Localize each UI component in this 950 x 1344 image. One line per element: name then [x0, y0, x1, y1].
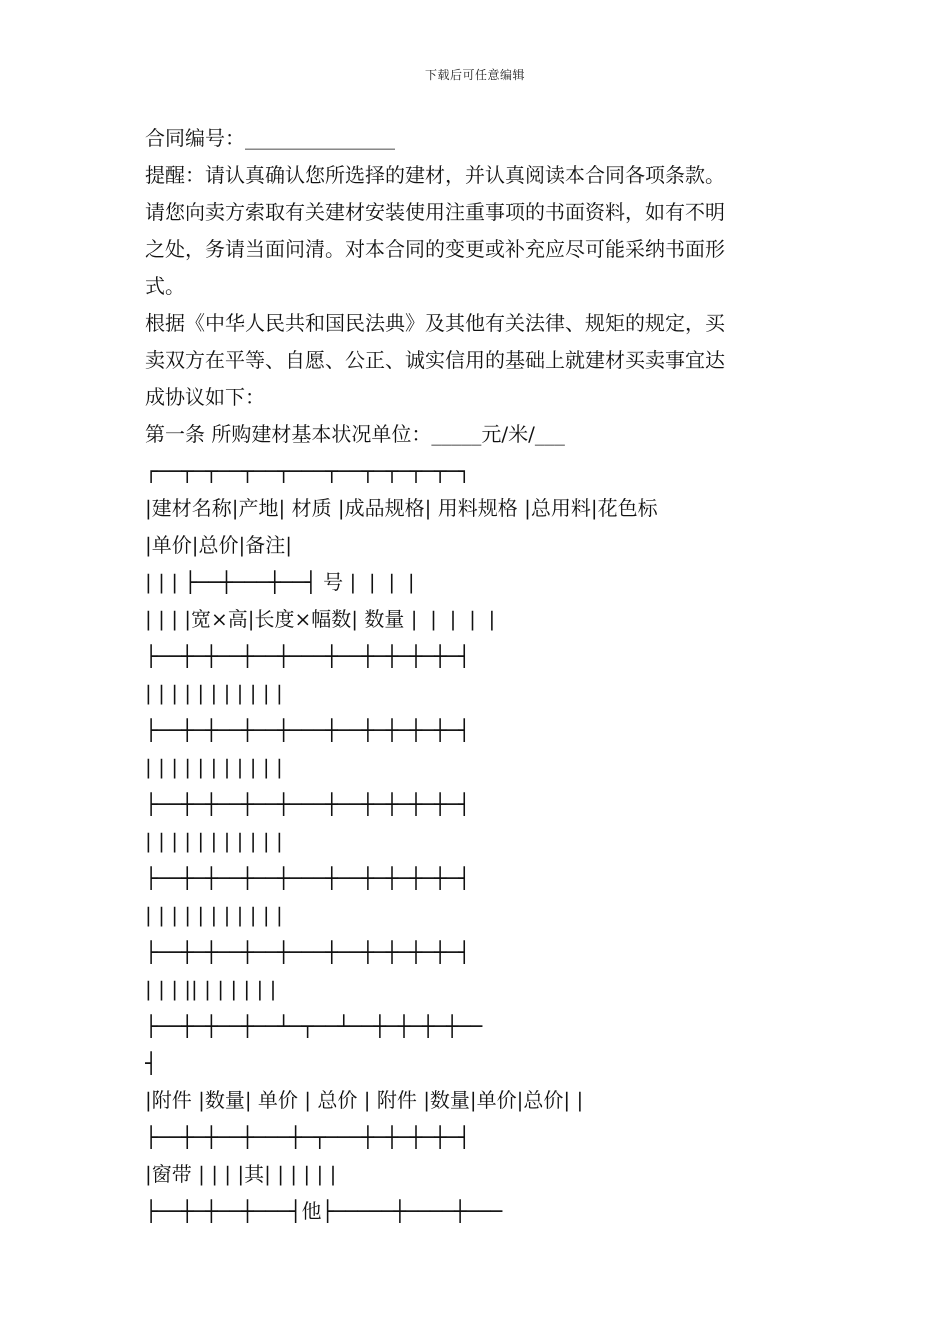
table-row: | | | || | | | | | |	[145, 977, 277, 1001]
table-top-border: ┌──┬─┬──┬──┬───┬──┬─┬─┬─┬─┐	[145, 459, 471, 483]
reminder-line-1: 提醒：请认真确认您所选择的建材，并认真阅读本合同各项条款。	[145, 163, 725, 187]
accessory-row-curtain: |窗带 | | | |其| | | | | |	[145, 1162, 337, 1186]
table-divider: ├──┼─┼──┼──┴─┬──┴──┼─┼─┼─┼──	[145, 1014, 483, 1038]
reminder-line-2: 请您向卖方索取有关建材安装使用注重事项的书面资料，如有不明	[145, 200, 725, 224]
basis-line-2: 卖双方在平等、自愿、公正、诚实信用的基础上就建材买卖事宜达	[145, 348, 725, 372]
table-divider: ├──┼─┼──┼──┼───┼──┼─┼─┼─┼─┤	[145, 644, 471, 668]
accessory-header-row: |附件 |数量| 单价 | 总价 | 附件 |数量|单价|总价| |	[145, 1088, 584, 1112]
table-divider: ├──┼─┼──┼──┼───┼──┼─┼─┼─┼─┤	[145, 792, 471, 816]
table-divider: ├──┼─┼──┼──┼───┼──┼─┼─┼─┼─┤	[145, 718, 471, 742]
table-divider-other: ├──┼─┼──┼───┤他├─────┼────┼───	[145, 1199, 503, 1223]
article-1-title: 第一条 所购建材基本状况单位：_____元/米/___	[145, 422, 565, 446]
table-header-row-3: | | | |宽×高|长度×幅数| 数量 | | | | |	[145, 607, 496, 631]
table-header-row-1-cont: |单价|总价|备注|	[145, 533, 292, 557]
table-divider: ├──┼─┼──┼──┼───┼──┼─┼─┼─┼─┤	[145, 940, 471, 964]
table-divider: ├──┼─┼──┼───┼─┬───┼─┼─┼─┼─┤	[145, 1125, 471, 1149]
table-row: | | | | | | | | | | |	[145, 755, 283, 779]
table-divider-end: ┤	[145, 1051, 158, 1075]
reminder-line-3: 之处，务请当面问清。对本合同的变更或补充应尽可能采纳书面形	[145, 237, 725, 261]
basis-line-3: 成协议如下：	[145, 385, 265, 409]
table-header-row-2: | | | ├──┼───┼──┤ 号 | | | |	[145, 570, 415, 594]
contract-body	[145, 120, 815, 1230]
table-divider: ├──┼─┼──┼──┼───┼──┼─┼─┼─┼─┤	[145, 866, 471, 890]
page-header: 下载后可任意编辑	[424, 68, 525, 82]
table-header-row-1: |建材名称|产地| 材质 |成品规格| 用料规格 |总用料|花色标	[145, 496, 658, 520]
table-row: | | | | | | | | | | |	[145, 681, 283, 705]
reminder-line-4: 式。	[145, 274, 185, 298]
table-row: | | | | | | | | | | |	[145, 829, 283, 853]
contract-number-line: 合同编号：_______________	[145, 126, 395, 150]
basis-line-1: 根据《中华人民共和国民法典》及其他有关法律、规矩的规定，买	[145, 311, 725, 335]
table-row: | | | | | | | | | | |	[145, 903, 283, 927]
